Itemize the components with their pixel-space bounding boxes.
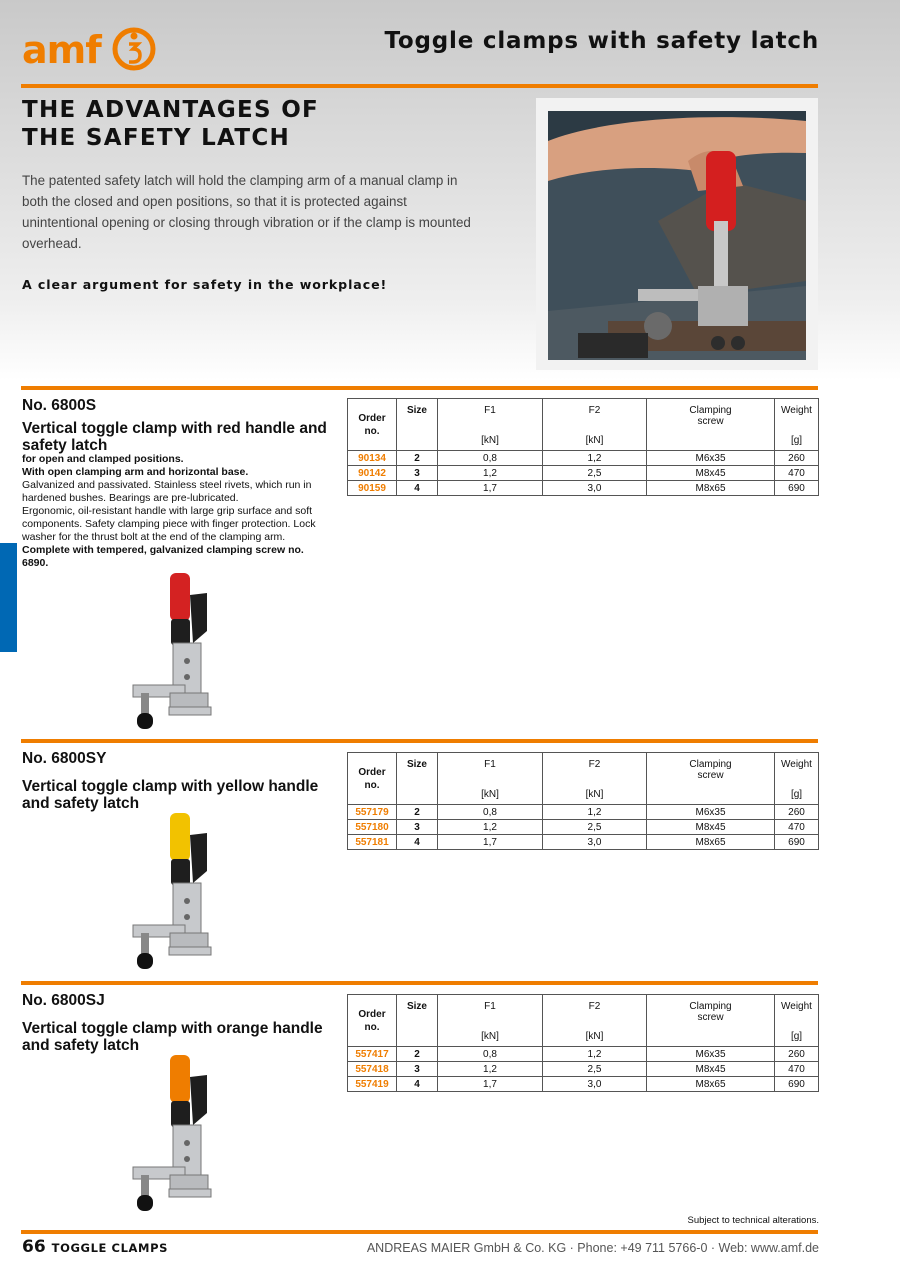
table-row (348, 805, 819, 820)
weight-cell: 470 (775, 820, 819, 835)
size-cell: 3 (397, 1062, 438, 1077)
f2-cell: 2,5 (543, 820, 647, 835)
col-f2: F2 [kN] (543, 753, 647, 805)
col-size: Size (397, 995, 438, 1047)
col-clamping-screw: Clamping screw (647, 753, 775, 805)
section-tab (0, 543, 17, 652)
amf-logo (22, 26, 162, 74)
weight-cell: 260 (775, 1047, 819, 1062)
company-info: ANDREAS MAIER GmbH & Co. KG · Phone: +49 711 5766-0 · Web: www.amf.de (366, 1241, 819, 1255)
workshop-photo (548, 111, 806, 360)
clamp-product-image (125, 1055, 215, 1217)
f2-cell: 1,2 (543, 805, 647, 820)
page-number: 66 (22, 1237, 46, 1257)
product-rule (21, 386, 818, 390)
desc-line: Ergonomic, oil-resistant handle with large grip surface and soft components. Safety clamping piece with finger protection. Lock washer for the thrust bolt at the end of the clamping arm. (22, 505, 316, 543)
table-row (348, 1047, 819, 1062)
f1-cell: 0,8 (438, 1047, 543, 1062)
f2-cell: 1,2 (543, 1047, 647, 1062)
header-rule (21, 84, 818, 88)
col-f2: F2 [kN] (543, 399, 647, 451)
f2-cell: 2,5 (543, 466, 647, 481)
f1-cell: 1,2 (438, 1062, 543, 1077)
col-f1: F1 [kN] (438, 753, 543, 805)
size-cell: 3 (397, 820, 438, 835)
handle-grip (170, 573, 190, 621)
order-no-cell[interactable]: 557417 (348, 1047, 397, 1062)
screw-cell: M8x45 (647, 466, 775, 481)
size-cell: 2 (397, 451, 438, 466)
f1-cell: 1,7 (438, 835, 543, 850)
order-no-cell[interactable]: 557419 (348, 1077, 397, 1092)
order-no-cell[interactable]: 557180 (348, 820, 397, 835)
hero-heading (22, 96, 402, 152)
table-row (348, 1062, 819, 1077)
hero-heading-line-1: THE ADVANTAGES OF (22, 97, 320, 123)
f2-cell: 3,0 (543, 835, 647, 850)
product-number: No. 6800SJ (22, 992, 105, 1009)
product-name: Vertical toggle clamp with red handle and safety latch (22, 420, 327, 454)
product-number: No. 6800S (22, 397, 97, 414)
footer-rule (21, 1230, 818, 1234)
page-title: Toggle clamps with safety latch (384, 28, 819, 54)
weight-cell: 690 (775, 1077, 819, 1092)
size-cell: 4 (397, 1077, 438, 1092)
desc-line: With open clamping arm and horizontal base. (22, 466, 249, 478)
weight-cell: 690 (775, 481, 819, 496)
f2-cell: 2,5 (543, 1062, 647, 1077)
desc-line: for open and clamped positions. (22, 453, 184, 465)
screw-cell: M8x45 (647, 820, 775, 835)
weight-cell: 470 (775, 466, 819, 481)
spec-table (347, 752, 819, 850)
screw-cell: M6x35 (647, 805, 775, 820)
product-rule (21, 981, 818, 985)
spec-table (347, 994, 819, 1092)
table-row (348, 481, 819, 496)
col-size: Size (397, 753, 438, 805)
col-f1: F1 [kN] (438, 399, 543, 451)
f2-cell: 1,2 (543, 451, 647, 466)
clamp-product-image (125, 573, 215, 735)
handle-grip (170, 1055, 190, 1103)
size-cell: 4 (397, 481, 438, 496)
screw-cell: M6x35 (647, 1047, 775, 1062)
screw-cell: M6x35 (647, 451, 775, 466)
hero-body-text: The patented safety latch will hold the clamping arm of a manual clamp in both the closed and open positions, so that it is protected against unintentional opening or closing through vibration or if the clamp is mounted overhead. (22, 173, 471, 251)
col-weight: Weight [g] (775, 399, 819, 451)
size-cell: 3 (397, 466, 438, 481)
size-cell: 2 (397, 1047, 438, 1062)
product-description (22, 453, 332, 570)
f2-cell: 3,0 (543, 1077, 647, 1092)
screw-cell: M8x45 (647, 1062, 775, 1077)
technical-note: Subject to technical alterations. (687, 1215, 819, 1226)
weight-cell: 690 (775, 835, 819, 850)
table-row (348, 1077, 819, 1092)
col-order-no: Order no. (348, 753, 397, 805)
f2-cell: 3,0 (543, 481, 647, 496)
table-row (348, 451, 819, 466)
weight-cell: 260 (775, 805, 819, 820)
product-name: Vertical toggle clamp with yellow handle and safety latch (22, 778, 319, 812)
order-no-cell[interactable]: 557179 (348, 805, 397, 820)
product-name: Vertical toggle clamp with orange handle and safety latch (22, 1020, 323, 1054)
clamp-product-image (125, 813, 215, 975)
desc-line: Complete with tempered, galvanized clamping screw no. 6890. (22, 544, 304, 569)
col-order-no: Order no. (348, 399, 397, 451)
section-name: TOGGLE CLAMPS (51, 1241, 168, 1255)
brand-logotype: amf (22, 28, 101, 72)
order-no-cell[interactable]: 557418 (348, 1062, 397, 1077)
desc-line: Galvanized and passivated. Stainless steel rivets, which run in hardened bushes. Bearings are pre-lubricated. (22, 479, 312, 504)
screw-cell: M8x65 (647, 1077, 775, 1092)
hero-heading-line-2: THE SAFETY LATCH (22, 125, 291, 151)
f1-cell: 0,8 (438, 451, 543, 466)
col-f2: F2 [kN] (543, 995, 647, 1047)
table-header-row (348, 995, 819, 1047)
product-number: No. 6800SY (22, 750, 107, 767)
col-clamping-screw: Clamping screw (647, 399, 775, 451)
order-no-cell[interactable]: 90142 (348, 466, 397, 481)
screw-cell: M8x65 (647, 835, 775, 850)
table-row (348, 820, 819, 835)
col-clamping-screw: Clamping screw (647, 995, 775, 1047)
footer-page-info (22, 1237, 168, 1257)
col-order-no: Order no. (348, 995, 397, 1047)
weight-cell: 260 (775, 451, 819, 466)
handle-grip (170, 813, 190, 861)
hero-claim: A clear argument for safety in the workplace! (22, 277, 388, 292)
screw-cell: M8x65 (647, 481, 775, 496)
f1-cell: 1,2 (438, 820, 543, 835)
f1-cell: 1,7 (438, 1077, 543, 1092)
weight-cell: 470 (775, 1062, 819, 1077)
f1-cell: 1,2 (438, 466, 543, 481)
table-header-row (348, 753, 819, 805)
product-rule (21, 739, 818, 743)
order-no-cell[interactable]: 557181 (348, 835, 397, 850)
spec-table (347, 398, 819, 496)
f1-cell: 1,7 (438, 481, 543, 496)
order-no-cell[interactable]: 90159 (348, 481, 397, 496)
col-size: Size (397, 399, 438, 451)
table-row (348, 835, 819, 850)
size-cell: 2 (397, 805, 438, 820)
order-no-cell[interactable]: 90134 (348, 451, 397, 466)
table-row (348, 466, 819, 481)
f1-cell: 0,8 (438, 805, 543, 820)
col-weight: Weight [g] (775, 995, 819, 1047)
table-header-row (348, 399, 819, 451)
col-weight: Weight [g] (775, 753, 819, 805)
col-f1: F1 [kN] (438, 995, 543, 1047)
size-cell: 4 (397, 835, 438, 850)
